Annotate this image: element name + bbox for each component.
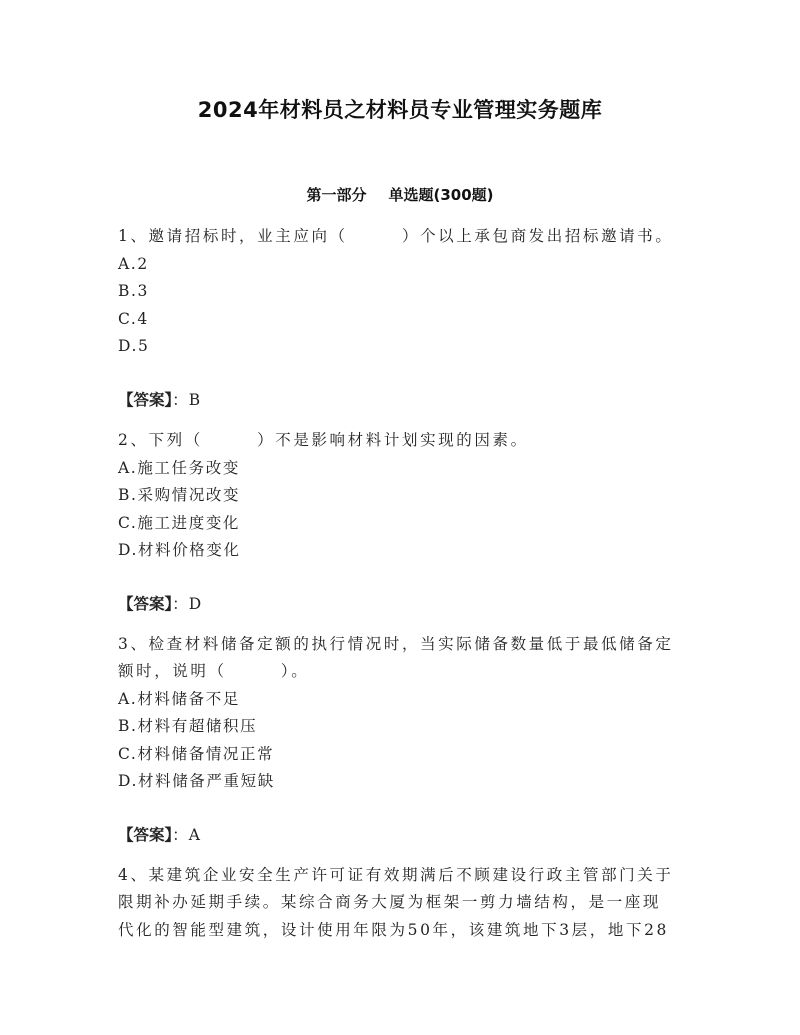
question-2-option-a: A.施工任务改变 <box>118 459 240 477</box>
question-2-answer <box>118 594 202 614</box>
section-heading <box>0 184 800 205</box>
section-type: 单选题(300题) <box>388 186 494 204</box>
question-1-option-a: A.2 <box>118 255 149 273</box>
answer-value: B <box>188 391 202 409</box>
question-3-stem-line-1: 3、检查材料储备定额的执行情况时，当实际储备数量低于最低储备定 <box>118 635 674 653</box>
answer-label: 【答案】 <box>118 391 173 409</box>
document-title: 2024年材料员之材料员专业管理实务题库 <box>197 98 603 122</box>
question-3-answer <box>118 825 201 845</box>
question-2-stem: 2、下列（ ）不是影响材料计划实现的因素。 <box>118 431 529 449</box>
answer-value: D <box>188 595 203 613</box>
question-2-option-c: C.施工进度变化 <box>118 514 241 532</box>
question-3-option-c: C.材料储备情况正常 <box>118 745 275 763</box>
question-1-answer <box>118 390 201 410</box>
question-3-option-b: B.材料有超储积压 <box>118 717 258 735</box>
question-3-option-d: D.材料储备严重短缺 <box>118 772 275 790</box>
question-1-stem: 1、邀请招标时，业主应向（ ）个以上承包商发出招标邀请书。 <box>118 227 674 245</box>
answer-separator: ： <box>172 826 189 844</box>
answer-separator: ： <box>172 595 189 613</box>
question-3-stem-line-2: 额时，说明（ ）。 <box>118 662 310 680</box>
question-4-stem-line-3: 代化的智能型建筑，设计使用年限为50年，该建筑地下3层，地下28 <box>118 921 670 939</box>
answer-separator: ： <box>172 391 189 409</box>
question-4-stem-line-2: 限期补办延期手续。某综合商务大厦为框架一剪力墙结构，是一座现 <box>118 893 662 911</box>
question-2-option-d: D.材料价格变化 <box>118 541 241 559</box>
question-1-option-b: B.3 <box>118 282 149 300</box>
question-3-option-a: A.材料储备不足 <box>118 690 240 708</box>
answer-value: A <box>188 826 201 844</box>
question-1-option-c: C.4 <box>118 310 149 328</box>
question-1-option-d: D.5 <box>118 337 150 355</box>
question-2-option-b: B.采购情况改变 <box>118 486 241 504</box>
answer-label: 【答案】 <box>118 595 173 613</box>
question-4-stem-line-1: 4、某建筑企业安全生产许可证有效期满后不顾建设行政主管部门关于 <box>118 866 674 884</box>
answer-label: 【答案】 <box>118 826 173 844</box>
section-part: 第一部分 <box>306 186 367 204</box>
